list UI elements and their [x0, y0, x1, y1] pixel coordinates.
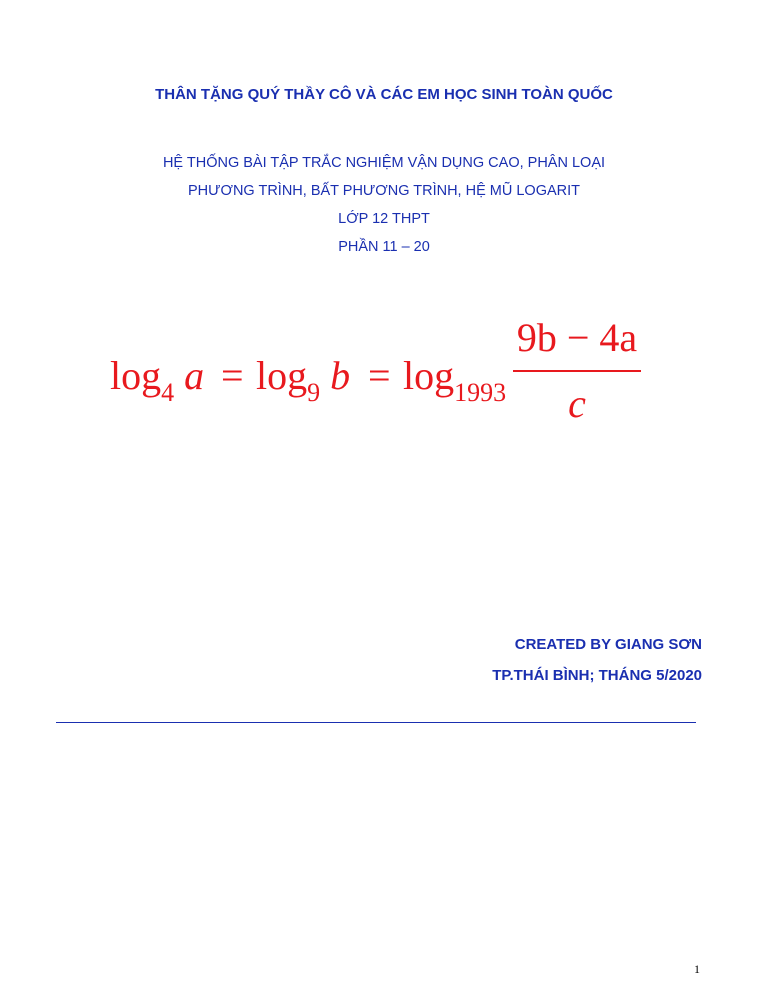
formula-term-1	[110, 353, 205, 407]
logarithm-formula	[110, 316, 670, 436]
title-line-part: PHẦN 11 – 20	[338, 239, 430, 255]
fraction-numerator: 9b − 4a	[516, 315, 638, 360]
title-line-grade: LỚP 12 THPT	[338, 211, 430, 227]
place-date: TP.THÁI BÌNH; THÁNG 5/2020	[492, 667, 702, 684]
formula-equals-1: =	[221, 353, 244, 398]
title-line-topic: HỆ THỐNG BÀI TẬP TRẮC NGHIỆM VẬN DỤNG CAO, PHÂN LOẠI	[162, 155, 606, 171]
author-credit: CREATED BY GIANG SƠN	[514, 636, 702, 653]
fraction-denominator: c	[568, 381, 586, 426]
formula-variable-b: b	[330, 353, 351, 398]
horizontal-divider	[56, 722, 696, 723]
page-number: 1	[694, 962, 700, 976]
title-block	[0, 149, 768, 261]
title-line-subject: PHƯƠNG TRÌNH, BẤT PHƯƠNG TRÌNH, HỆ MŨ LOGARIT	[187, 183, 581, 199]
log-base-1: 4	[161, 378, 175, 407]
formula-variable-a: a	[184, 353, 205, 398]
log-base-2: 9	[307, 378, 321, 407]
log-operator-1: log	[110, 353, 162, 398]
dedication-heading: THÂN TẶNG QUÝ THẦY CÔ VÀ CÁC EM HỌC SINH TOÀN QUỐC	[155, 86, 613, 103]
log-base-3: 1993	[454, 378, 507, 407]
formula-equals-2: =	[368, 353, 391, 398]
log-operator-2: log	[256, 353, 308, 398]
fraction-bar	[513, 370, 641, 372]
log-operator-3: log	[403, 353, 455, 398]
formula-term-2	[256, 353, 351, 407]
formula-term-3	[403, 353, 507, 407]
